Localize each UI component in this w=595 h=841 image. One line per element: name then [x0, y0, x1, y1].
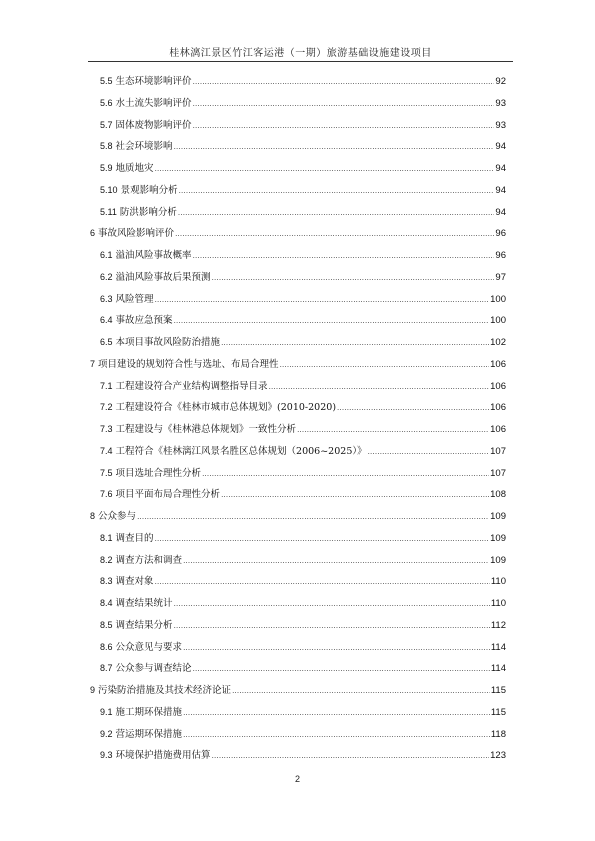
- toc-entry-title: [100, 463, 201, 485]
- toc-entry-page: 96: [495, 250, 506, 261]
- toc-entry-title: [100, 419, 296, 441]
- toc-dot-leader: [193, 658, 490, 680]
- toc-entry-page: 109: [490, 532, 506, 544]
- toc-entry-page: 115: [490, 706, 506, 718]
- toc-entry-title: [100, 93, 192, 115]
- toc-entry-page: 108: [490, 489, 506, 501]
- toc-entry[interactable]: [88, 419, 506, 441]
- toc-entry[interactable]: [88, 397, 506, 419]
- toc-dot-leader: [174, 310, 490, 332]
- toc-dot-leader: [193, 245, 495, 267]
- toc-dot-leader: [212, 267, 495, 289]
- toc-entry-page: 110: [490, 576, 506, 588]
- toc-dot-leader: [155, 289, 490, 311]
- toc-entry-text: 项目建设的规划符合性与选址、布局合理性: [98, 358, 279, 370]
- toc-entry-number: 5.11: [100, 206, 117, 217]
- toc-entry-title: [100, 310, 173, 332]
- toc-dot-leader: [175, 223, 494, 245]
- toc-entry-text: 事故应急预案: [115, 315, 173, 327]
- toc-entry-text: 项目平面布局合理性分析: [115, 489, 221, 501]
- toc-entry-page: 109: [490, 511, 506, 522]
- toc-entry-title: [90, 223, 174, 245]
- toc-entry[interactable]: [88, 463, 506, 485]
- toc-entry-text: 公众参与: [98, 511, 137, 522]
- toc-entry-text: 污染防治措施及其技术经济论证: [98, 685, 232, 696]
- toc-entry-text: 工程建设符合产业结构调整指导目录: [115, 380, 268, 392]
- toc-dot-leader: [183, 724, 490, 746]
- toc-entry-page: 110: [490, 598, 506, 609]
- toc-entry[interactable]: [88, 550, 506, 572]
- toc-entry-number: 5.10: [100, 184, 118, 195]
- toc-entry[interactable]: [88, 93, 506, 115]
- toc-dot-leader: [368, 441, 490, 463]
- toc-dot-leader: [155, 571, 490, 593]
- toc-entry-text: 调查结果统计: [115, 598, 173, 609]
- toc-entry-number: 8.5: [100, 619, 113, 630]
- toc-entry-page: 107: [490, 445, 506, 457]
- toc-entry[interactable]: [88, 724, 506, 746]
- running-header: 桂林漓江景区竹江客运港（一期）旅游基础设施建设项目: [169, 48, 432, 59]
- toc-entry-title: [100, 702, 182, 724]
- toc-entry-number: 8.4: [100, 598, 113, 608]
- toc-entry-title: [100, 158, 154, 180]
- toc-entry-page: 100: [490, 293, 506, 305]
- toc-entry-text: 调查方法和调查: [115, 554, 183, 566]
- toc-entry-number: 7: [90, 358, 96, 369]
- toc-entry-number: 8.2: [100, 554, 113, 565]
- toc-entry-text: 施工期环保措施: [115, 706, 183, 718]
- toc-entry-page: 92: [495, 76, 506, 87]
- toc-entry-page: 107: [490, 467, 506, 479]
- toc-entry[interactable]: [88, 289, 506, 311]
- toc-entry[interactable]: [88, 593, 506, 615]
- toc-entry-page: 106: [490, 424, 506, 435]
- toc-dot-leader: [337, 397, 489, 419]
- toc-entry[interactable]: [88, 180, 506, 202]
- toc-entry[interactable]: [88, 658, 506, 680]
- toc-entry-number: 9.2: [100, 728, 113, 739]
- toc-entry[interactable]: [88, 615, 506, 637]
- toc-entry-title: [100, 115, 192, 137]
- toc-dot-leader: [137, 506, 489, 528]
- toc-entry-number: 9: [90, 685, 96, 695]
- toc-entry-page: 102: [490, 337, 506, 348]
- toc-entry-title: [100, 441, 367, 463]
- toc-dot-leader: [193, 71, 495, 93]
- toc-entry-number: 8: [90, 511, 96, 521]
- toc-entry-text: 调查结果分析: [115, 619, 173, 631]
- toc-entry-title: [100, 724, 182, 746]
- toc-entry-text: 生态环境影响评价: [115, 76, 192, 87]
- toc-entry-number: 7.4: [100, 445, 113, 456]
- toc-entry-number: 7.6: [100, 489, 113, 500]
- toc-dot-leader: [183, 702, 490, 724]
- toc-entry-text: 调查目的: [115, 532, 154, 544]
- toc-entry-number: 6: [90, 228, 96, 239]
- toc-entry[interactable]: [88, 484, 506, 506]
- toc-entry-text: 工程符合《桂林漓江风景名胜区总体规划（2006~2025）》: [115, 445, 367, 457]
- toc-entry-number: 8.3: [100, 576, 113, 587]
- page-number: 2: [294, 774, 300, 784]
- toc-entry-number: 6.4: [100, 315, 113, 326]
- toc-dot-leader: [297, 419, 489, 441]
- toc-entry-number: 5.7: [100, 119, 113, 130]
- toc-entry-text: 环境保护措施费用估算: [115, 750, 211, 762]
- toc-entry-text: 营运期环保措施: [115, 728, 183, 740]
- toc-entry-title: [100, 332, 220, 354]
- toc-entry-page: 112: [490, 619, 506, 631]
- toc-entry[interactable]: [88, 571, 506, 593]
- toc-entry-title: [100, 136, 173, 158]
- toc-entry-title: [100, 571, 154, 593]
- toc-entry-number: 5.5: [100, 76, 113, 86]
- toc-dot-leader: [178, 202, 495, 224]
- toc-entry-page: 94: [495, 184, 506, 196]
- toc-entry[interactable]: [88, 680, 506, 702]
- toc-entry-title: [90, 506, 136, 528]
- toc-entry-title: [100, 550, 182, 572]
- toc-dot-leader: [269, 376, 490, 398]
- toc-entry[interactable]: [88, 267, 506, 289]
- toc-entry-text: 公众意见与要求: [115, 641, 183, 653]
- toc-entry-page: 106: [490, 358, 506, 370]
- toc-entry[interactable]: [88, 702, 506, 724]
- toc-entry-text: 工程建设与《桂林港总体规划》一致性分析: [115, 424, 297, 435]
- toc-entry-text: 事故风险影响评价: [98, 228, 175, 240]
- toc-entry-title: [100, 528, 154, 550]
- toc-entry-text: 溢油风险事故概率: [115, 250, 192, 261]
- toc-entry[interactable]: [88, 332, 506, 354]
- toc-entry-text: 防洪影响分析: [119, 206, 177, 218]
- toc-entry-page: 118: [490, 728, 506, 740]
- toc-dot-leader: [183, 550, 489, 572]
- toc-entry-page: 93: [495, 119, 506, 131]
- toc-dot-leader: [174, 593, 490, 615]
- toc-entry-page: 106: [490, 402, 506, 414]
- toc-entry-title: [90, 354, 279, 376]
- toc-dot-leader: [193, 115, 495, 137]
- toc-dot-leader: [193, 93, 495, 115]
- toc-entry-title: [100, 397, 336, 419]
- toc-dot-leader: [155, 158, 495, 180]
- table-of-contents: [88, 71, 506, 767]
- toc-entry-page: 115: [490, 685, 506, 696]
- toc-entry[interactable]: [88, 158, 506, 180]
- toc-dot-leader: [212, 745, 490, 767]
- toc-entry-page: 93: [495, 97, 506, 109]
- toc-entry-text: 景观影响分析: [120, 184, 178, 196]
- toc-entry[interactable]: [88, 506, 506, 528]
- toc-entry-page: 114: [490, 641, 506, 653]
- toc-entry-text: 本项目事故风险防治措施: [115, 337, 221, 348]
- toc-entry-text: 地质地灾: [115, 163, 154, 174]
- toc-dot-leader: [221, 332, 489, 354]
- toc-entry[interactable]: [88, 202, 506, 224]
- toc-entry[interactable]: [88, 136, 506, 158]
- toc-entry-number: 6.1: [100, 250, 113, 260]
- toc-entry-page: 109: [490, 554, 506, 566]
- toc-entry-text: 调查对象: [115, 576, 154, 588]
- toc-entry-text: 水土流失影响评价: [115, 97, 192, 109]
- toc-entry[interactable]: [88, 528, 506, 550]
- toc-dot-leader: [232, 680, 490, 702]
- toc-entry-title: [100, 180, 178, 202]
- toc-entry-number: 7.2: [100, 402, 113, 413]
- header-rule: [88, 61, 513, 62]
- toc-entry[interactable]: [88, 637, 506, 659]
- toc-entry[interactable]: [88, 71, 506, 93]
- toc-entry-text: 溢油风险事故后果预测: [115, 271, 211, 283]
- toc-entry-page: 94: [495, 163, 506, 174]
- toc-entry[interactable]: [88, 310, 506, 332]
- toc-dot-leader: [174, 136, 495, 158]
- toc-entry[interactable]: [88, 223, 506, 245]
- toc-entry-text: 项目选址合理性分析: [115, 467, 202, 479]
- toc-entry[interactable]: [88, 376, 506, 398]
- toc-entry-number: 5.8: [100, 141, 113, 152]
- toc-entry-title: [100, 615, 173, 637]
- toc-entry-title: [100, 289, 154, 311]
- toc-entry-number: 5.9: [100, 163, 113, 173]
- toc-entry[interactable]: [88, 115, 506, 137]
- toc-entry-text: 固体废物影响评价: [115, 119, 192, 131]
- toc-entry-title: [100, 202, 177, 224]
- toc-entry-text: 工程建设符合《桂林市城市总体规划》(2010-2020): [115, 402, 337, 414]
- toc-entry-title: [100, 593, 173, 615]
- toc-entry-page: 94: [495, 206, 506, 218]
- toc-entry-title: [100, 484, 220, 506]
- toc-entry-page: 100: [490, 315, 506, 327]
- toc-entry-number: 8.7: [100, 663, 113, 674]
- toc-dot-leader: [280, 354, 490, 376]
- toc-entry-number: 7.5: [100, 467, 113, 478]
- toc-entry-text: 风险管理: [115, 293, 154, 305]
- toc-dot-leader: [174, 615, 490, 637]
- toc-entry-page: 94: [495, 141, 506, 153]
- toc-entry-number: 8.1: [100, 532, 113, 543]
- toc-entry-page: 97: [495, 271, 506, 283]
- toc-entry-title: [100, 71, 192, 93]
- toc-entry-number: 9.3: [100, 750, 113, 761]
- toc-dot-leader: [183, 637, 490, 659]
- toc-entry-title: [100, 745, 211, 767]
- toc-dot-leader: [221, 484, 489, 506]
- toc-entry-title: [100, 376, 268, 398]
- toc-entry-page: 96: [495, 228, 506, 240]
- toc-dot-leader: [179, 180, 495, 202]
- toc-entry-text: 公众参与调查结论: [115, 663, 192, 675]
- toc-entry-page: 123: [490, 750, 506, 762]
- toc-entry[interactable]: [88, 441, 506, 463]
- toc-dot-leader: [155, 528, 490, 550]
- toc-dot-leader: [202, 463, 489, 485]
- toc-entry-title: [100, 267, 211, 289]
- toc-entry-page: 106: [490, 380, 506, 392]
- toc-entry[interactable]: [88, 745, 506, 767]
- toc-entry-number: 6.5: [100, 337, 113, 347]
- toc-entry[interactable]: [88, 245, 506, 267]
- toc-entry-number: 8.6: [100, 641, 113, 652]
- toc-entry-title: [100, 245, 192, 267]
- toc-entry-title: [100, 658, 192, 680]
- toc-entry-number: 7.1: [100, 380, 113, 391]
- toc-entry-title: [100, 637, 182, 659]
- toc-entry[interactable]: [88, 354, 506, 376]
- toc-entry-title: [90, 680, 231, 702]
- toc-entry-text: 社会环境影响: [115, 141, 173, 153]
- toc-entry-number: 6.3: [100, 293, 113, 304]
- toc-entry-number: 7.3: [100, 424, 113, 434]
- toc-entry-number: 6.2: [100, 271, 113, 282]
- toc-entry-number: 5.6: [100, 97, 113, 108]
- toc-entry-page: 114: [490, 663, 506, 675]
- toc-entry-number: 9.1: [100, 706, 113, 717]
